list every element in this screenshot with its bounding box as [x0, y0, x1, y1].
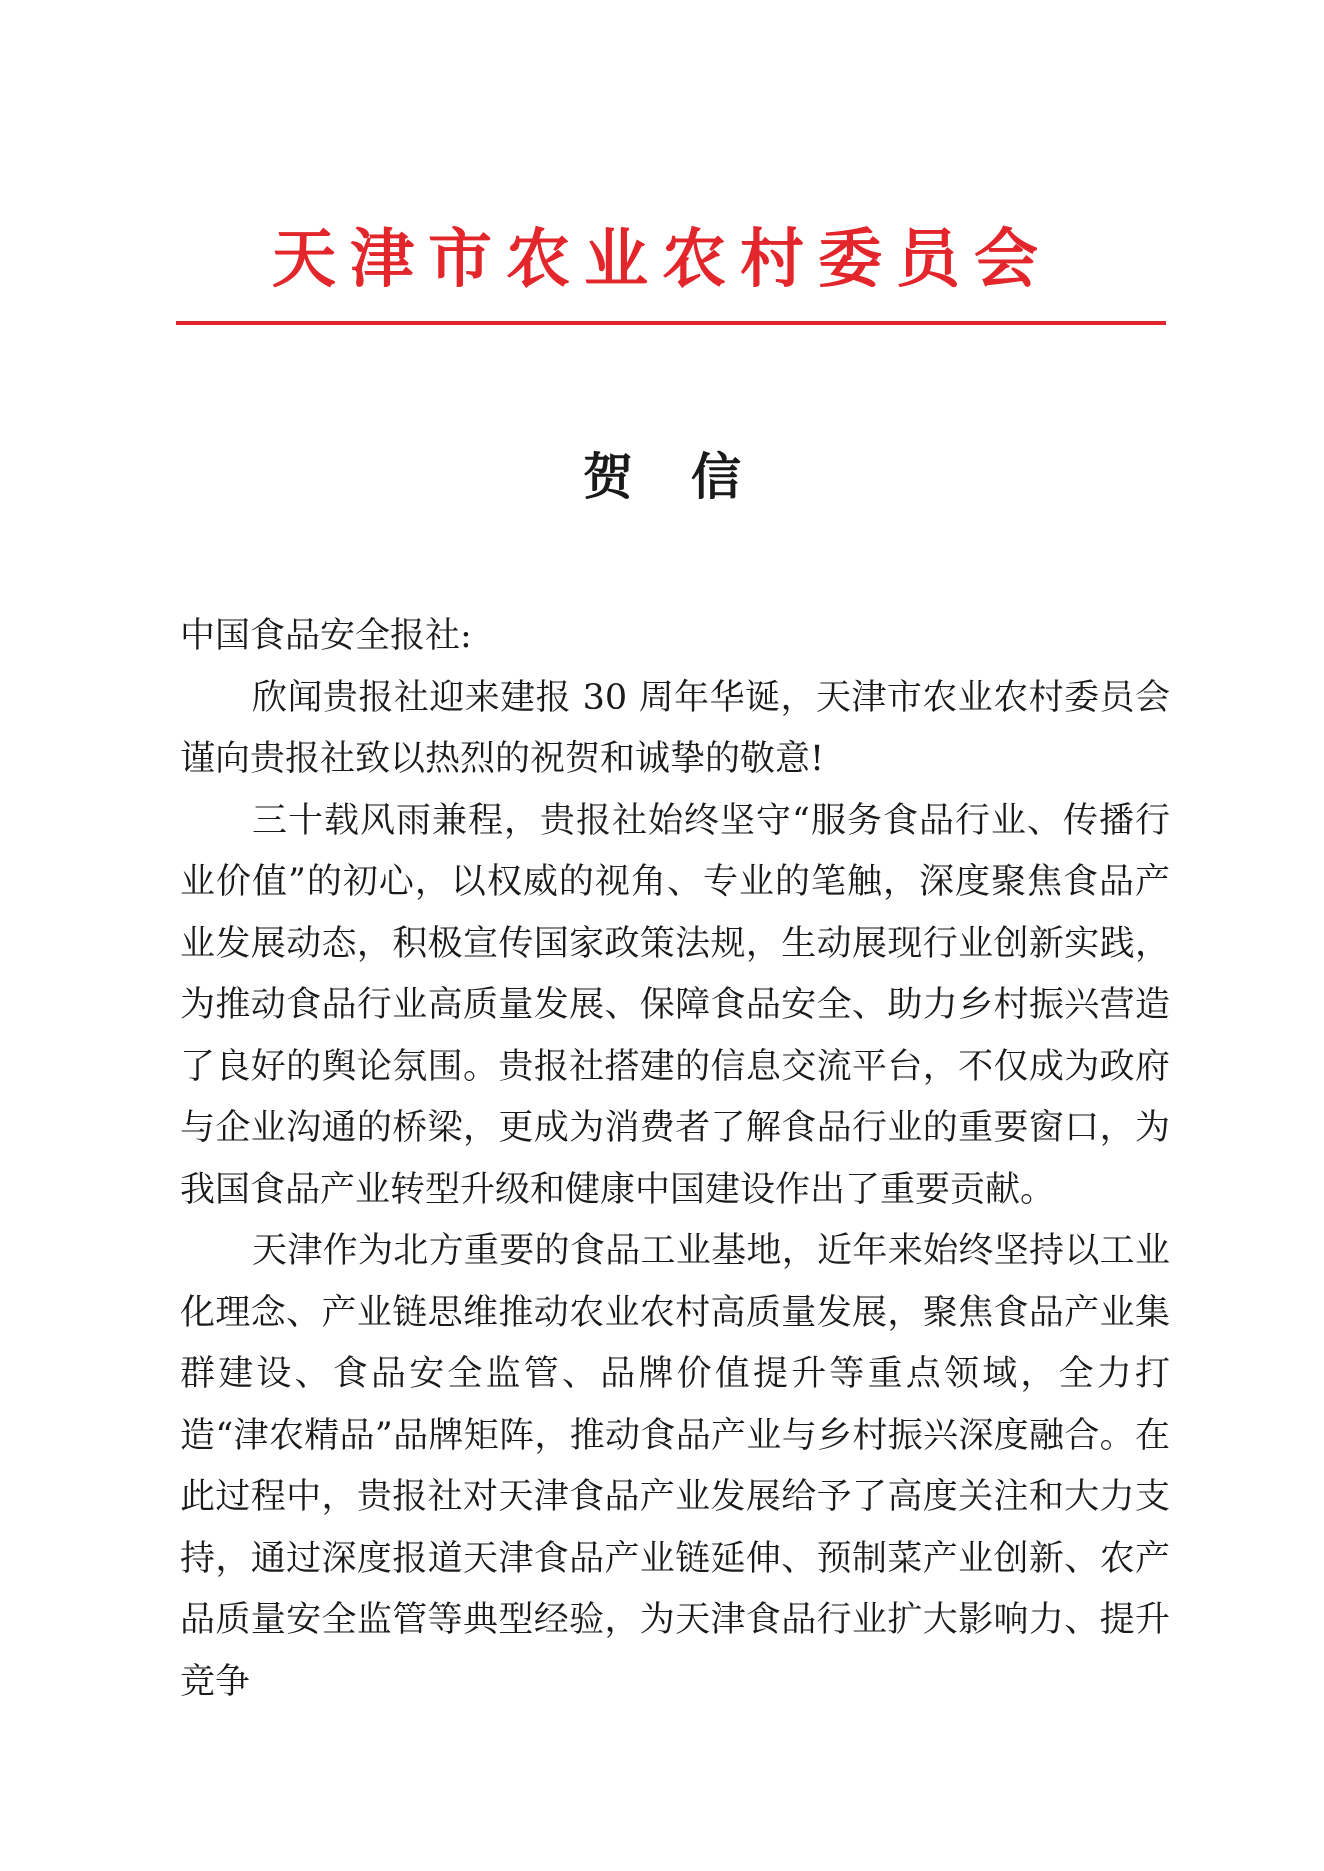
letter-body: [180, 606, 1170, 1713]
letterhead-organization-name: 天津市农业农村委员会: [272, 223, 1052, 297]
salutation: 中国食品安全报社:: [180, 616, 472, 656]
document-title: [0, 445, 1324, 509]
title-char-1: 贺: [583, 447, 633, 506]
paragraph-1: 欣闻贵报社迎来建报 30 周年华诞，天津市农业农村委员会谨向贵报社致以热烈的祝贺和诚挚的敬意!: [180, 677, 1170, 779]
letterhead-red-rule: [176, 321, 1166, 325]
paragraph-2: 三十载风雨兼程，贵报社始终坚守“服务食品行业、传播行业价值”的初心，以权威的视角、专业的笔触，深度聚焦食品产业发展动态，积极宣传国家政策法规，生动展现行业创新实践，为推动食品行业高质量发展、保障食品安全、助力乡村振兴营造了良好的舆论氛围。贵报社搭建的信息交流平台，不仅成为政府与企业沟通的桥梁，更成为消费者了解食品行业的重要窗口，为我国食品产业转型升级和健康中国建设作出了重要贡献。: [180, 800, 1170, 1210]
title-char-2: 信: [691, 447, 741, 506]
paragraph-3: 天津作为北方重要的食品工业基地，近年来始终坚持以工业化理念、产业链思维推动农业农村高质量发展，聚焦食品产业集群建设、食品安全监管、品牌价值提升等重点领域，全力打造“津农精品”品牌矩阵，推动食品产业与乡村振兴深度融合。在此过程中，贵报社对天津食品产业发展给予了高度关注和大力支持，通过深度报道天津食品产业链延伸、预制菜产业创新、农产品质量安全监管等典型经验，为天津食品行业扩大影响力、提升竞争: [180, 1231, 1170, 1702]
